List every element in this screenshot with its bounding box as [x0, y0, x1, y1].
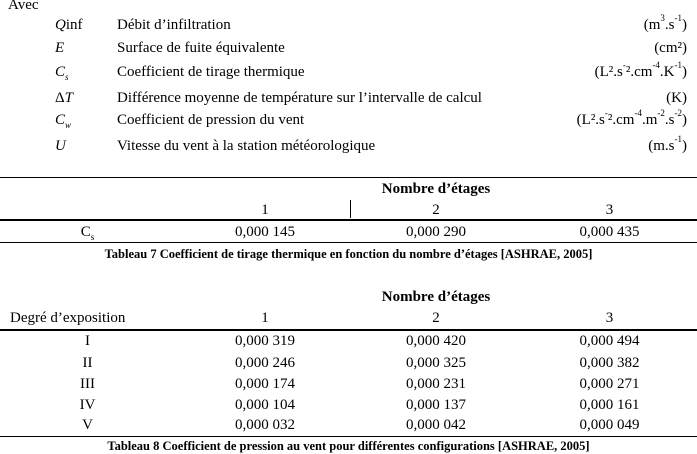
var-desc-e: Surface de fuite équivalente	[117, 40, 285, 56]
var-symbol-cs: $C_s$	[55, 64, 69, 82]
var-desc-cw: Coefficient de pression du vent	[117, 112, 305, 128]
var-desc-q: Débit d’infiltration	[117, 17, 231, 33]
table8-cell: 0,000 246	[235, 355, 295, 371]
var-desc-cs: Coefficient de tirage thermique	[117, 64, 305, 80]
table8-row-label: V	[82, 417, 93, 433]
var-desc-u: Vitesse du vent à la station météorologique	[117, 138, 376, 154]
var-symbol-e: E	[55, 40, 65, 56]
table8-caption: Tableau 8 Coefficient de pression au vent pour différentes configurations [ASHRAE, 2005]	[107, 439, 590, 453]
table7-cell-1: 0,000 145	[235, 224, 295, 240]
var-symbol-dt: ΔT	[55, 90, 73, 106]
table8-cell: 0,000 104	[235, 397, 295, 413]
table8-row-header: Degré d’exposition	[10, 310, 126, 326]
table8-cell: 0,000 325	[406, 355, 466, 371]
table7-bottom-rule	[0, 242, 697, 243]
var-desc-dt: Différence moyenne de température sur l’intervalle de calcul	[117, 90, 482, 106]
var-symbol-cw: $C_w$	[55, 112, 72, 130]
table7-col-3: 3	[605, 202, 614, 218]
var-unit-e: (cm²)	[654, 40, 687, 56]
table8-cell: 0,000 319	[235, 333, 295, 349]
table7-caption: Tableau 7 Coefficient de tirage thermique en fonction du nombre d’étages [ASHRAE, 2005]	[104, 247, 593, 261]
table8-header: Nombre d’étages	[381, 289, 491, 305]
table7-cell-3: 0,000 435	[579, 224, 640, 240]
var-unit-dt: (K)	[666, 90, 687, 106]
table8-row-label: III	[80, 376, 95, 392]
table7-col-divider	[350, 200, 351, 218]
var-unit-cw: $(L^2.s^-^2.cm^{-4}.m^{-2}.s^{-2})$	[576, 108, 687, 128]
table8-cell: 0,000 271	[579, 376, 640, 392]
table8-row-label: I	[85, 333, 90, 349]
table8-cell: 0,000 174	[235, 376, 295, 392]
table7-row-label: $C_s$	[80, 224, 95, 242]
avec-label: Avec	[8, 0, 39, 13]
table8-row-label: IV	[79, 397, 96, 413]
var-symbol-q: Qinf	[55, 17, 83, 33]
table7-col-1: 1	[261, 202, 269, 218]
table8-cell: 0,000 494	[579, 333, 640, 349]
table8-col-3: 3	[605, 310, 614, 326]
table8-cell: 0,000 231	[406, 376, 466, 392]
table8-cell: 0,000 049	[579, 417, 640, 433]
table8-bottom-rule	[0, 436, 697, 437]
var-symbol-u: U	[55, 138, 66, 154]
table8-cell: 0,000 137	[406, 397, 466, 413]
table7-top-rule	[0, 177, 697, 178]
table8-cell: 0,000 032	[235, 417, 295, 433]
var-unit-u: $(m.s^{-1})$	[648, 134, 687, 154]
table8-cell: 0,000 161	[579, 397, 640, 413]
table8-row-label: II	[82, 355, 93, 371]
table7-header: Nombre d’étages	[381, 181, 491, 197]
table7-header-rule	[0, 219, 697, 221]
table8-col-1: 1	[261, 310, 269, 326]
var-unit-cs: $(L^2.s^-^2.cm^{-4}.K^{-1})$	[594, 60, 687, 80]
table8-cell: 0,000 042	[406, 417, 466, 433]
table8-col-2: 2	[432, 310, 440, 326]
var-unit-q: $(m^3.s^{-1})$	[643, 13, 687, 33]
table8-cell: 0,000 382	[579, 355, 640, 371]
table8-header-rule	[0, 329, 697, 331]
table7-col-2: 2	[432, 202, 440, 218]
table8-cell: 0,000 420	[406, 333, 466, 349]
table7-cell-2: 0,000 290	[406, 224, 466, 240]
